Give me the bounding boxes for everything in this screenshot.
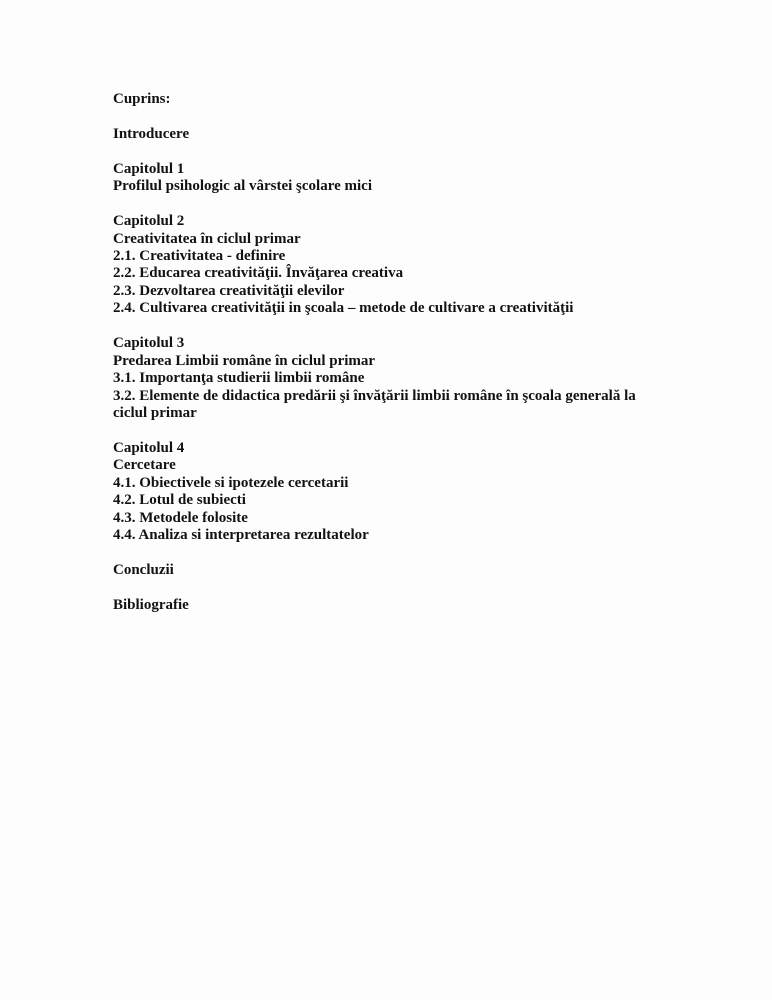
toc-list [113, 126, 662, 615]
toc-line: Bibliografie [113, 597, 189, 614]
toc-line: 2.3. Dezvoltarea creativităţii elevilor [113, 282, 345, 299]
toc-line: 2.2. Educarea creativităţii. Învăţarea creativa [113, 265, 404, 282]
toc-line: ciclul primar [113, 405, 197, 422]
toc-line: Capitolul 2 [113, 213, 185, 230]
toc-line: 4.4. Analiza si interpretarea rezultatelor [113, 527, 369, 544]
toc-line: 4.2. Lotul de subiecti [113, 492, 246, 509]
toc-block-capitolul-4 [113, 440, 662, 545]
toc-title: Cuprins: [113, 91, 171, 107]
toc-block-capitolul-2 [113, 213, 662, 318]
toc-block-bibliografie [113, 597, 662, 614]
toc-line: Concluzii [113, 562, 174, 579]
toc-line: 3.2. Elemente de didactica predării şi învăţării limbii române în şcoala generală la [113, 387, 636, 404]
toc-line: Profilul psihologic al vârstei şcolare mici [113, 178, 372, 195]
toc-line: Capitolul 3 [113, 335, 185, 352]
toc-block-capitolul-3 [113, 335, 662, 422]
toc-line: Creativitatea în ciclul primar [113, 230, 301, 247]
toc-line: Cercetare [113, 457, 176, 474]
toc-line: 4.1. Obiectivele si ipotezele cercetarii [113, 474, 349, 491]
toc-line: 2.4. Cultivarea creativităţii in şcoala – metode de cultivare a creativităţii [113, 300, 574, 317]
toc-line: Introducere [113, 125, 190, 142]
toc-line: 4.3. Metodele folosite [113, 509, 248, 526]
toc-line: Capitolul 4 [113, 439, 185, 456]
toc-block-introducere [113, 126, 662, 143]
toc-line: Predarea Limbii române în ciclul primar [113, 352, 376, 369]
toc-line: 2.1. Creativitatea - definire [113, 248, 286, 265]
toc-block-concluzii [113, 562, 662, 579]
toc-line: Capitolul 1 [113, 160, 185, 177]
toc-block-capitolul-1 [113, 161, 662, 196]
toc-line: 3.1. Importanţa studierii limbii române [113, 370, 365, 387]
